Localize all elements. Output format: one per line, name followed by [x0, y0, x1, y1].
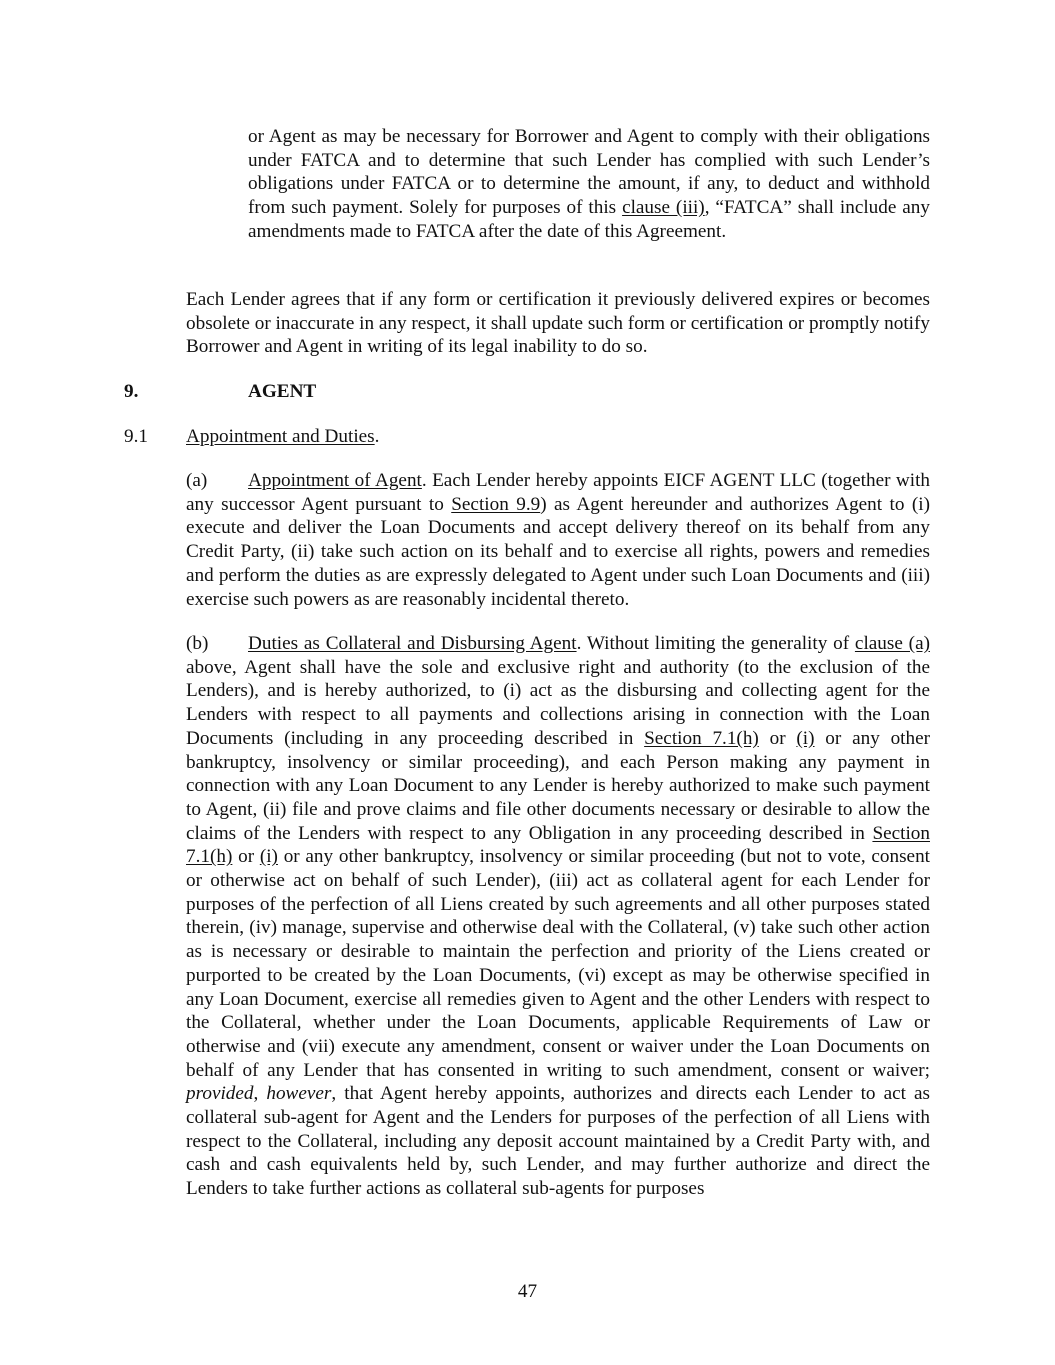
- provided-comma: ,: [253, 1083, 267, 1105]
- fatca-text-2: , “FATCA” shall include any amendments made to FATCA after the date of this Agreement.: [248, 197, 930, 242]
- clause-a-label: (a): [186, 470, 208, 491]
- clause-i-reference-1: (i): [796, 727, 815, 749]
- clause-a-paragraph: [186, 469, 930, 611]
- clause-a-reference: clause (a): [854, 633, 930, 654]
- section-7-1-h-reference-2: Section 7.1(h): [186, 822, 930, 868]
- section-9-number: 9.: [124, 381, 139, 402]
- provided-term: provided: [186, 1083, 254, 1105]
- each-lender-paragraph: Each Lender agrees that if any form or certification it previously delivered expires or becomes obsolete or inaccurate in any respect, it shall update such form or certification or promptly notify Borrower and Agent in writing of its legal inability to do so.: [186, 289, 930, 358]
- page-number: 47: [517, 1281, 538, 1302]
- clause-b-label: (b): [186, 633, 209, 654]
- section-9-9-reference: Section 9.9: [451, 493, 541, 515]
- fatca-text-1: or Agent as may be necessary for Borrower and Agent to comply with their obligations under FATCA and to determine that such Lender has complied with such Lender’s obligations under FATCA or to determine the amount, if any, to deduct and withhold from such payment. Solely for purposes of this: [248, 126, 930, 219]
- clause-b-heading: Duties as Collateral and Disbursing Agent: [248, 633, 577, 654]
- fatca-continuation-paragraph: [248, 125, 930, 244]
- section-7-1-h-reference-1: Section 7.1(h): [644, 727, 759, 749]
- section-9-1-number: 9.1: [124, 426, 148, 447]
- section-9-title: AGENT: [248, 381, 317, 402]
- clause-a-text-2: ) as Agent hereunder and authorizes Agent to (i) execute and deliver the Loan Documents and accept delivery thereof on its behalf from any Credit Party, (ii) take such action on its behalf and to exercise all rights, powers and remedies and perform the duties as are expressly delegated to Agent under such Loan Documents and (iii) exercise such powers as are reasonably incidental thereto.: [186, 493, 931, 610]
- clause-a-text-1: . Each Lender hereby appoints EICF AGENT LLC (together with any successor Agent pursuant to: [186, 470, 930, 515]
- section-9-1-title: Appointment and Duties: [186, 426, 375, 447]
- clause-b-text-3: or: [758, 727, 797, 749]
- clause-b-text-6: or any other bankruptcy, insolvency or similar proceeding (but not to vote, consent or otherwise act on behalf of such Lender), (iii) act as collateral agent for each Lender for purposes of the perfection of all Liens created by such agreements and all other purposes stated therein, (iv) manage, supervise and otherwise deal with the Collateral, (v) take such other action as is necessary or desirable to maintain the perfection and priority of the Liens created or purported to be created by the Loan Documents, (vi) except as may be otherwise specified in any Loan Document, exercise all remedies given to Agent and the other Lenders with respect to the Collateral, whether under the Loan Documents, applicable Requirements of Law or otherwise and (vii) execute any amendment, consent or waiver under the Loan Documents on behalf of any Lender that has consented in writing to such amendment, consent or waiver;: [186, 846, 930, 1081]
- clause-b-text-7: , that Agent hereby appoints, authorizes and directs each Lender to act as collateral sub-agent for Agent and the Lenders for purposes of the perfection of all Liens with respect to the Collateral, including any deposit account maintained by a Credit Party with, and cash and cash equivalents held by, such Lender, and may further authorize and direct the Lenders to take further actions as collateral sub-agents for purposes: [186, 1083, 930, 1200]
- clause-i-reference-2: (i): [259, 846, 278, 868]
- clause-b-text-5: or: [232, 846, 260, 868]
- section-9-1-period: .: [374, 426, 380, 447]
- clause-iii-reference: clause (iii): [622, 197, 705, 219]
- clause-b-text-2: above, Agent shall have the sole and exclusive right and authority (to the exclusion of the Lenders), and is hereby authorized, to (i) act as the disbursing and collecting agent for the Lenders with respect to all payments and collections arising in connection with the Loan Documents (including in any proceeding described in: [186, 656, 930, 749]
- clause-b-text-1: . Without limiting the generality of: [576, 633, 855, 654]
- clause-b-text-4: or any other bankruptcy, insolvency or similar proceeding), and each Person making any payment in connection with any Loan Document to any Lender is hereby authorized to make such payment to Agent, (ii) file and prove claims and file other documents necessary or desirable to allow the claims of the Lenders with respect to any Obligation in any proceeding described in: [186, 727, 930, 844]
- section-9-1-title-wrap: [186, 425, 379, 449]
- clause-b-paragraph: [186, 632, 930, 1201]
- clause-a-heading: Appointment of Agent: [248, 470, 422, 491]
- however-term: however: [266, 1083, 332, 1105]
